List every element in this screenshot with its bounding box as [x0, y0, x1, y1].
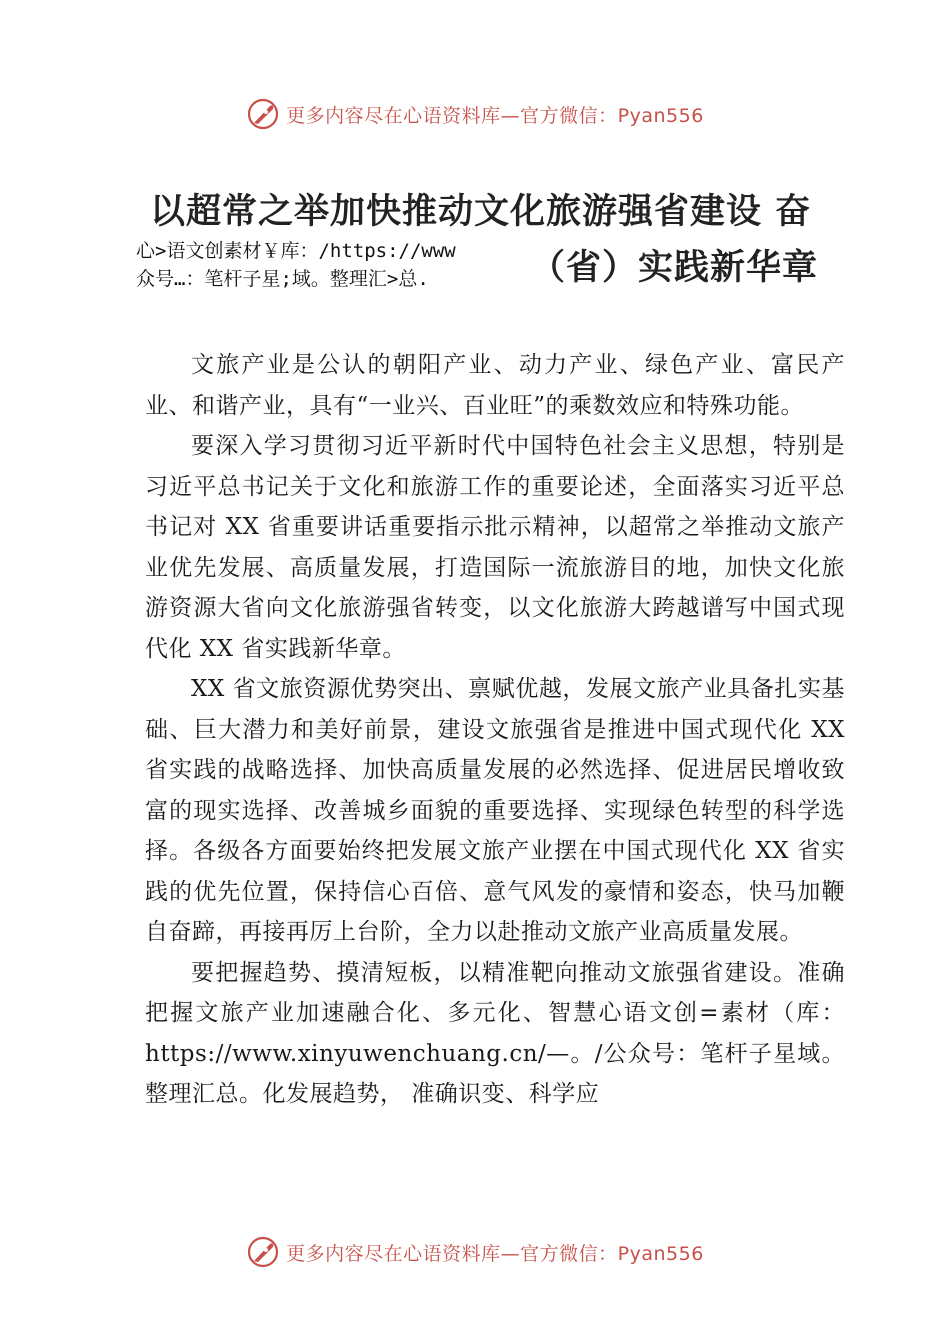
footer-wechat-id: Pyan556: [617, 1242, 704, 1265]
quill-pen-logo-icon: [246, 1235, 280, 1269]
footer-banner: [0, 1232, 950, 1272]
paragraph-2: 要深入学习贯彻习近平新时代中国特色社会主义思想，特别是习近平总书记关于文化和旅游工作的重要论述，全面落实习近平总书记对 XX 省重要讲话重要指示批示精神，以超常之举推动文旅产业优先发展、高质量发展，打造国际一流旅游目的地，加快文化旅游资源大省向文化旅游强省转变，以文化旅游大跨越谱写中国式现代化 XX 省实践新华章。: [145, 433, 845, 662]
footer-banner-text: 更多内容尽在心语资料库—官方微信：Pyan556: [286, 1242, 704, 1265]
quill-pen-logo-icon: [246, 97, 280, 131]
watermark-line2: 众号…：笔杆子星;域。整理汇>总.: [136, 268, 429, 290]
header-banner-text: 更多内容尽在心语资料库—官方微信：Pyan556: [286, 104, 704, 127]
document-title-line1: 以超常之举加快推动文化旅游强省建设 奋: [150, 191, 812, 232]
header-banner: [0, 94, 950, 134]
document-body: [145, 345, 845, 1115]
paragraph-3: XX 省文旅资源优势突出、禀赋优越，发展文旅产业具备扎实基础、巨大潜力和美好前景，建设文旅强省是推进中国式现代化 XX 省实践的战略选择、加快高质量发展的必然选择、促进居民增收致富的现实选择、改善城乡面貌的重要选择、实现绿色转型的科学选择。各级各方面要始终把发展文旅产业摆在中国式现代化 XX 省实践的优先位置，保持信心百倍、意气风发的豪情和姿态，快马加鞭自奋蹄，再接再厉上台阶，全力以赴推动文旅产业高质量发展。: [145, 676, 845, 945]
paragraph-4: 要把握趋势、摸清短板，以精准靶向推动文旅强省建设。准确把握文旅产业加速融合化、多元化、智慧心语文创=素材（库：https://www.xinyuwenchuang.cn/—。/公众号：笔杆子星域。整理汇总。化发展趋势， 准确识变、科学应: [145, 959, 845, 1107]
watermark-line1: 心>语文创素材￥库：/https://www: [136, 240, 456, 262]
paragraph-1: 文旅产业是公认的朝阳产业、动力产业、绿色产业、富民产业、和谐产业，具有“一业兴、百业旺”的乘数效应和特殊功能。: [145, 352, 845, 419]
document-title-line2: （省）实践新华章: [530, 247, 819, 288]
header-wechat-id: Pyan556: [617, 104, 704, 127]
